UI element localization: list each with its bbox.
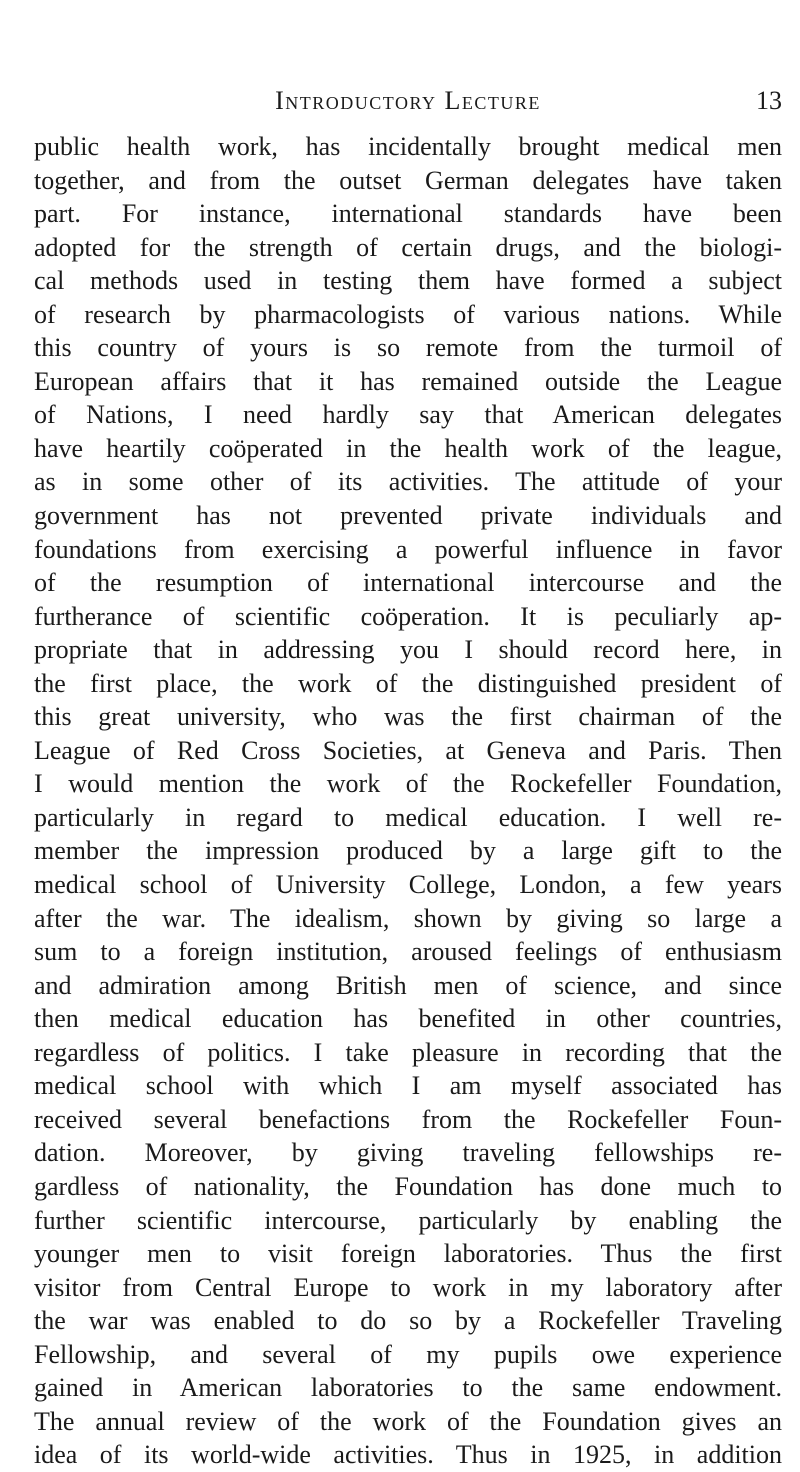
text-line: have heartily coöperated in the health work of the league, xyxy=(34,433,782,463)
text-line: further scientific intercourse, particularly by enabling the xyxy=(34,1205,782,1235)
text-line: this great university, who was the first chairman of the xyxy=(34,702,782,732)
text-line: idea of its world-wide activities. Thus in 1925, in addition xyxy=(34,1440,782,1470)
text-line: The annual review of the work of the Foundation gives an xyxy=(34,1406,782,1436)
body-paragraph xyxy=(34,130,782,1472)
text-line: gained in American laboratories to the same endowment. xyxy=(34,1373,782,1403)
text-line: of research by pharmacologists of various nations. While xyxy=(34,299,782,329)
text-line: as in some other of its activities. The attitude of your xyxy=(34,467,782,497)
text-line: public health work, has incidentally brought medical men xyxy=(34,132,782,161)
text-line: the war was enabled to do so by a Rockefeller Traveling xyxy=(34,1306,782,1336)
text-line: cal methods used in testing them have formed a subject xyxy=(34,266,782,296)
text-line: regardless of politics. I take pleasure in recording that the xyxy=(34,1037,782,1067)
text-line: of the resumption of international intercourse and the xyxy=(34,568,782,598)
text-line: this country of yours is so remote from the turmoil of xyxy=(34,333,782,363)
text-line: dation. Moreover, by giving traveling fellowships re- xyxy=(34,1138,782,1168)
text-line: propriate that in addressing you I should record here, in xyxy=(34,635,782,665)
running-title: Introductory Lecture xyxy=(275,86,541,115)
book-page xyxy=(34,86,782,1472)
text-line: gardless of nationality, the Foundation has done much to xyxy=(34,1171,782,1201)
text-line: visitor from Central Europe to work in my laboratory after xyxy=(34,1272,782,1302)
text-line: the first place, the work of the distinguished president of xyxy=(34,668,782,698)
text-line: sum to a foreign institution, aroused feelings of enthusiasm xyxy=(34,937,782,967)
text-line: part. For instance, international standards have been xyxy=(34,199,782,229)
text-line: medical school of University College, London, a few years xyxy=(34,870,782,900)
text-line: member the impression produced by a large gift to the xyxy=(34,836,782,866)
text-line: government has not prevented private individuals and xyxy=(34,501,782,531)
text-line: medical school with which I am myself associated has xyxy=(34,1071,782,1101)
text-line: particularly in regard to medical education. I well re- xyxy=(34,802,782,832)
text-line: League of Red Cross Societies, at Geneva and Paris. Then xyxy=(34,735,782,765)
text-line: Fellowship, and several of my pupils owe experience xyxy=(34,1339,782,1369)
text-line: European affairs that it has remained outside the League xyxy=(34,366,782,396)
text-line: of Nations, I need hardly say that American delegates xyxy=(34,400,782,430)
text-line: together, and from the outset German delegates have taken xyxy=(34,165,782,195)
text-line: and admiration among British men of science, and since xyxy=(34,970,782,1000)
running-header xyxy=(34,86,782,126)
text-line: after the war. The idealism, shown by giving so large a xyxy=(34,903,782,933)
text-line: younger men to visit foreign laboratories. Thus the first xyxy=(34,1239,782,1269)
text-line: then medical education has benefited in other countries, xyxy=(34,1004,782,1034)
page-number: 13 xyxy=(756,86,782,115)
text-line: I would mention the work of the Rockefeller Foundation, xyxy=(34,769,782,799)
text-line: adopted for the strength of certain drugs, and the biologi- xyxy=(34,232,782,262)
text-line: foundations from exercising a powerful influence in favor xyxy=(34,534,782,564)
text-line: furtherance of scientific coöperation. It is peculiarly ap- xyxy=(34,601,782,631)
text-line: received several benefactions from the Rockefeller Foun- xyxy=(34,1104,782,1134)
